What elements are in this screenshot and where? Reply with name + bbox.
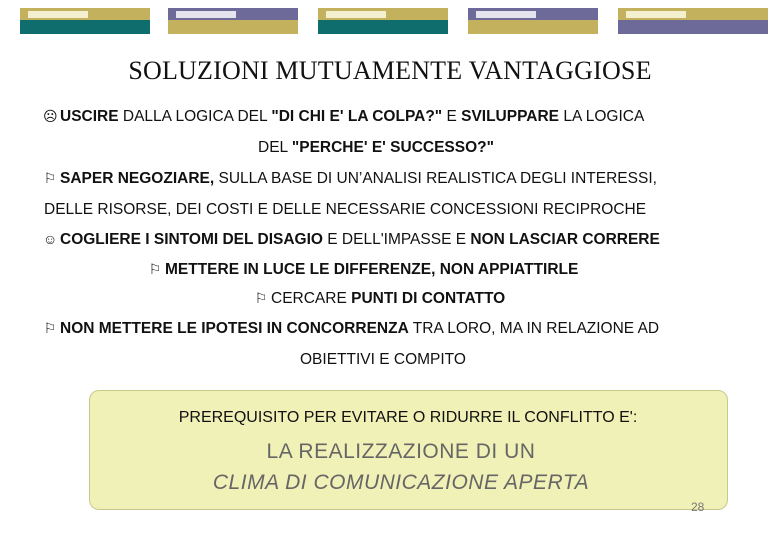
flag-icon: ⚐ <box>254 290 268 306</box>
list-item-3: ☺ COGLIERE I SINTOMI DEL DISAGIO E DELL'IMPASSE E NON LASCIAR CORRERE <box>43 231 660 248</box>
list-item-5: ⚐ CERCARE PUNTI DI CONTATTO <box>254 290 506 307</box>
callout-line-2: LA REALIZZAZIONE DI UN <box>266 440 536 463</box>
list-item-6-line-2: OBIETTIVI E COMPITO <box>300 351 466 368</box>
header-decoration-4 <box>468 8 598 34</box>
callout-heading: PREREQUISITO PER EVITARE O RIDURRE IL CONFLITTO E': <box>178 409 638 426</box>
page-title: SOLUZIONI MUTUAMENTE VANTAGGIOSE <box>128 56 652 85</box>
flag-icon: ⚐ <box>43 170 57 186</box>
page-number: 28 <box>691 500 705 514</box>
list-item-6-line-1: ⚐ NON METTERE LE IPOTESI IN CONCORRENZA TRA LORO, MA IN RELAZIONE AD <box>43 320 660 337</box>
flag-icon: ⚐ <box>148 261 162 277</box>
frown-face-icon: ☹ <box>43 108 58 124</box>
smile-face-icon: ☺ <box>43 231 58 247</box>
list-item-4: ⚐ METTERE IN LUCE LE DIFFERENZE, NON APPIATTIRLE <box>148 261 579 278</box>
header-decoration-2 <box>168 8 298 34</box>
header-decoration-1 <box>20 8 150 34</box>
list-item-2-line-2: DELLE RISORSE, DEI COSTI E DELLE NECESSARIE CONCESSIONI RECIPROCHE <box>44 201 647 218</box>
flag-icon: ⚐ <box>43 320 57 336</box>
callout-line-3: CLIMA DI COMUNICAZIONE APERTA <box>212 471 590 494</box>
list-item-1-line-1: ☹ USCIRE DALLA LOGICA DEL "DI CHI E' LA COLPA?" E SVILUPPARE LA LOGICA <box>43 108 645 125</box>
list-item-1-line-2: DEL "PERCHE' E' SUCCESSO?" <box>258 139 494 156</box>
header-decoration-5 <box>618 8 768 34</box>
header-decoration-3 <box>318 8 448 34</box>
list-item-2-line-1: ⚐ SAPER NEGOZIARE, SULLA BASE DI UN’ANALISI REALISTICA DEGLI INTERESSI, <box>43 170 657 187</box>
